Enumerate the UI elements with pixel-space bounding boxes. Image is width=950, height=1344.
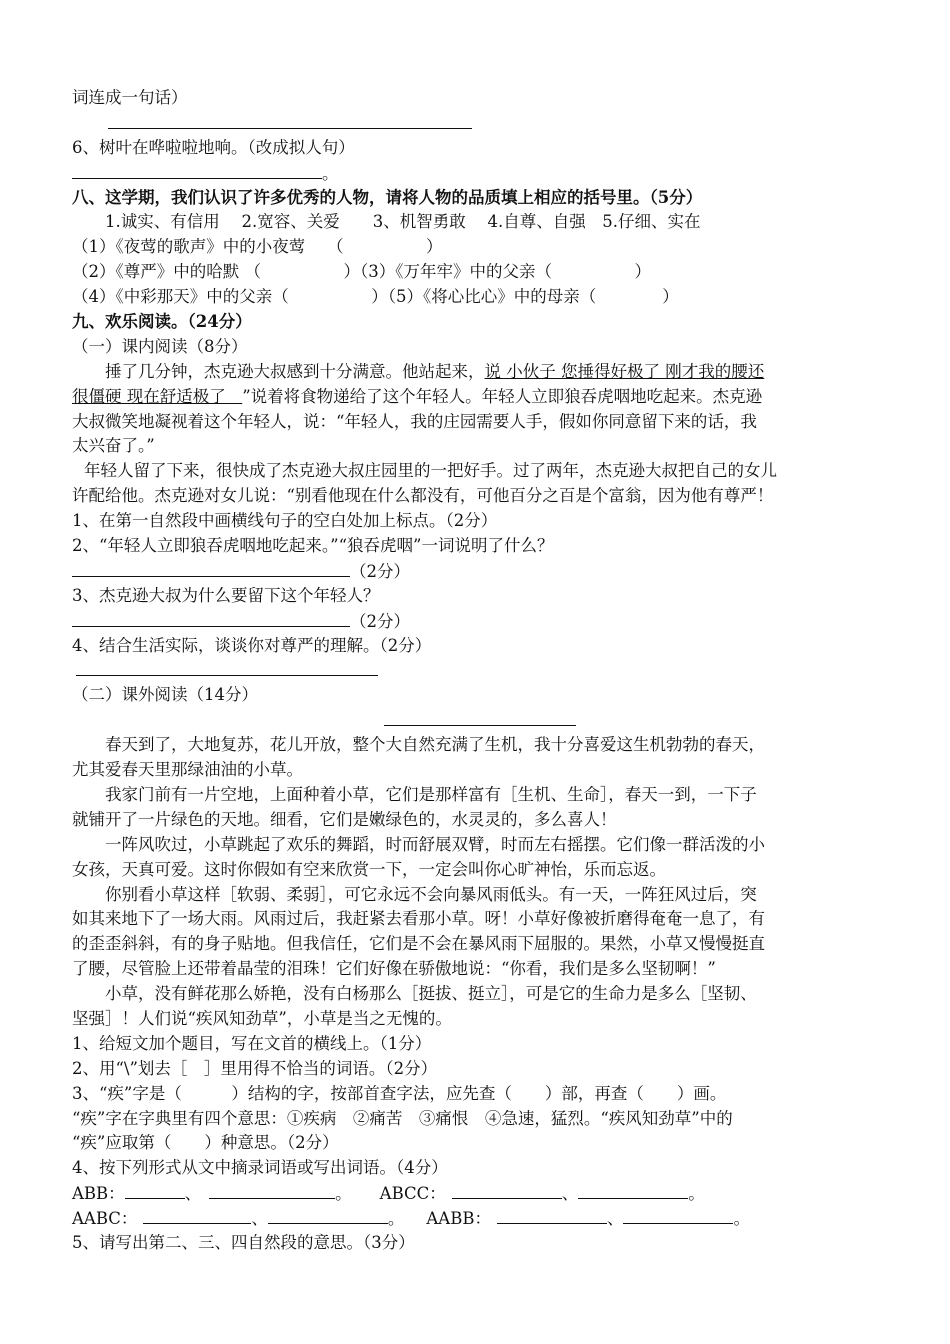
passage1-line3: 大叔微笑地凝视着这个年轻人，说：“年轻人，我的庄园需要人手，假如你同意留下来的话，我 [72,411,757,431]
passage2-para4-line3: 的歪歪斜斜，有的身子贴地。但我信任，它们是不会在暴风雨下屈服的。果然，小草又慢慢挺直 [72,934,765,954]
abcc-label: ABCC： [379,1184,446,1204]
question-3-answer-line[interactable] [72,609,892,634]
aabb-label: AABB： [426,1209,491,1229]
period: 。 [733,1209,750,1229]
section-9-title: 九、欢乐阅读。（24分） [72,312,252,332]
section-8-row2[interactable]: （2）《尊严》中的哈默 （ ）（3）《万年牢》中的父亲（ ） [72,262,651,282]
question-2-answer-line[interactable] [72,559,892,584]
passage1-text: ”说着将食物递给了这个年轻人。年轻人立即狼吞虎咽地吃起来。杰克逊 [242,386,763,406]
abb-blank-2[interactable] [209,1181,335,1199]
period: 。 [688,1184,705,1204]
aabc-blank-1[interactable] [143,1206,251,1224]
outside-question-4: 4、按下列形式从文中摘录词语或写出词语。（4分） [72,1158,448,1178]
passage2-para3-line2: 女孩，天真可爱。这时你假如有空来欣赏一下，一定会叫你心旷神怡，乐而忘返。 [72,859,666,879]
separator: 、 [251,1209,268,1229]
q7-answer-line[interactable] [72,111,892,136]
passage1-line2 [72,385,892,410]
separator: 、 [606,1209,624,1229]
section-8-options: 1.诚实、有信用 2.宽容、关爱 3、机智勇敢 4.自尊、自强 5.仔细、实在 [105,212,701,232]
separator: 、 [184,1184,202,1204]
passage1-p2-line1: 年轻人留了下来，很快成了杰克逊大叔庄园里的一把好手。过了两年，杰克逊大叔把自己的女儿 [84,461,777,481]
passage1-line1 [72,360,892,385]
passage1-text: 捶了几分钟，杰克逊大叔感到十分满意。他站起来， [105,361,485,381]
outside-question-3-line3: “疾”应取第（ ）种意思。（2分） [72,1133,339,1153]
question-1: 1、在第一自然段中画横线句子的空白处加上标点。（2分） [72,511,498,531]
passage1-p2-line2: 许配给他。杰克逊对女儿说：“别看他现在什么都没有，可他百分之百是个富翁，因为他有尊严！ [72,486,774,506]
period: 。 [322,163,339,183]
aabc-blank-2[interactable] [268,1206,388,1224]
outside-question-2: 2、用“\”划去［ ］里用得不恰当的词语。（2分） [72,1058,438,1078]
score-label: （2分） [350,611,410,631]
part2-title: （二）课外阅读（14分） [72,685,258,705]
outside-question-5: 5、请写出第二、三、四自然段的意思。（3分） [72,1232,415,1252]
abb-label: ABB： [72,1184,125,1204]
exam-page [72,86,892,1256]
score-label: （2分） [350,561,410,581]
aabb-blank-2[interactable] [623,1206,733,1224]
underlined-sentence-b: 很僵硬 现在舒适极了 [72,386,243,406]
outside-question-1: 1、给短文加个题目，写在文首的横线上。（1分） [72,1033,432,1053]
abcc-blank-1[interactable] [452,1181,562,1199]
passage2-para5-line2: 坚强］！人们说“疾风知劲草”，小草是当之无愧的。 [72,1008,452,1028]
outside-question-3-line1: 3、“疾”字是（ ）结构的字，按部首查字法，应先查（ ）部，再查（ ）画。 [72,1083,727,1103]
passage2-para2-line2: 就铺开了一片绿色的天地。细看，它们是嫩绿色的，水灵灵的，多么喜人！ [72,809,617,829]
passage-title-line[interactable] [72,708,892,733]
period: 。 [387,1209,405,1229]
part1-title: （一）课内阅读（8分） [72,336,248,356]
abb-blank-1[interactable] [125,1181,185,1199]
outside-question-3-line2: “疾”字在字典里有四个意思：①疾病 ②痛苦 ③痛恨 ④急速，猛烈。“疾风知劲草”中的 [72,1108,733,1128]
aabb-blank-1[interactable] [497,1206,607,1224]
q6-answer-line[interactable] [72,161,892,186]
section-8-row1[interactable]: （1）《夜莺的歌声》中的小夜莺 （ ） [72,237,443,257]
underlined-sentence-a: 说 小伙子 您捶得好极了 刚才我的腰还 [484,361,765,381]
passage1-line4: 太兴奋了。” [72,436,155,456]
passage2-para1-line2: 尤其爱春天里那绿油油的小草。 [72,760,303,780]
period: 。 [335,1184,352,1204]
passage2-para3-line1: 一阵风吹过，小草跳起了欢乐的舞蹈，时而舒展双臂，时而左右摇摆。它们像一群活泼的小 [105,834,765,854]
passage2-para5-line1: 小草，没有鲜花那么娇艳，没有白杨那么［挺拔、挺立］，可是它的生命力是多么［坚韧、 [105,984,757,1004]
passage2-para4-line1: 你别看小草这样［软弱、柔弱］，可它永远不会向暴风雨低头。有一天，一阵狂风过后，突 [105,884,757,904]
q7-tail: 词连成一句话） [72,88,188,107]
passage2-para4-line4: 了腰，尽管脸上还带着晶莹的泪珠！它们好像在骄傲地说：“你看，我们是多么坚韧啊！” [72,959,716,979]
abcc-blank-2[interactable] [578,1181,688,1199]
passage2-para4-line2: 如其来地下了一场大雨。风雨过后，我赶紧去看那小草。呀！小草好像被折磨得奄奄一息了，有 [72,909,765,929]
passage2-para1-line1: 春天到了，大地复苏，花儿开放，整个大自然充满了生机，我十分喜爱这生机勃勃的春天， [105,735,765,755]
question-4-answer-line[interactable] [72,658,892,683]
aabc-aabb-row [72,1206,892,1231]
passage2-para2-line1: 我家门前有一片空地，上面种着小草，它们是那样富有［生机、生命］，春天一到，一下子 [105,784,757,804]
aabc-label: AABC： [72,1209,138,1229]
abb-abcc-row [72,1181,892,1206]
section-8-row3[interactable]: （4）《中彩那天》中的父亲（ ）（5）《将心比心》中的母亲（ ） [72,287,679,307]
question-2: 2、“年轻人立即狼吞虎咽地吃起来。”“狼吞虎咽”一词说明了什么？ [72,536,554,556]
q6: 6、树叶在哗啦啦地响。（改成拟人句） [72,137,355,157]
question-4: 4、结合生活实际，谈谈你对尊严的理解。（2分） [72,635,432,655]
separator: 、 [561,1184,579,1204]
section-8-title: 八、这学期，我们认识了许多优秀的人物，请将人物的品质填上相应的括号里。（5分） [72,187,703,207]
question-3: 3、杰克逊大叔为什么要留下这个年轻人？ [72,585,380,605]
